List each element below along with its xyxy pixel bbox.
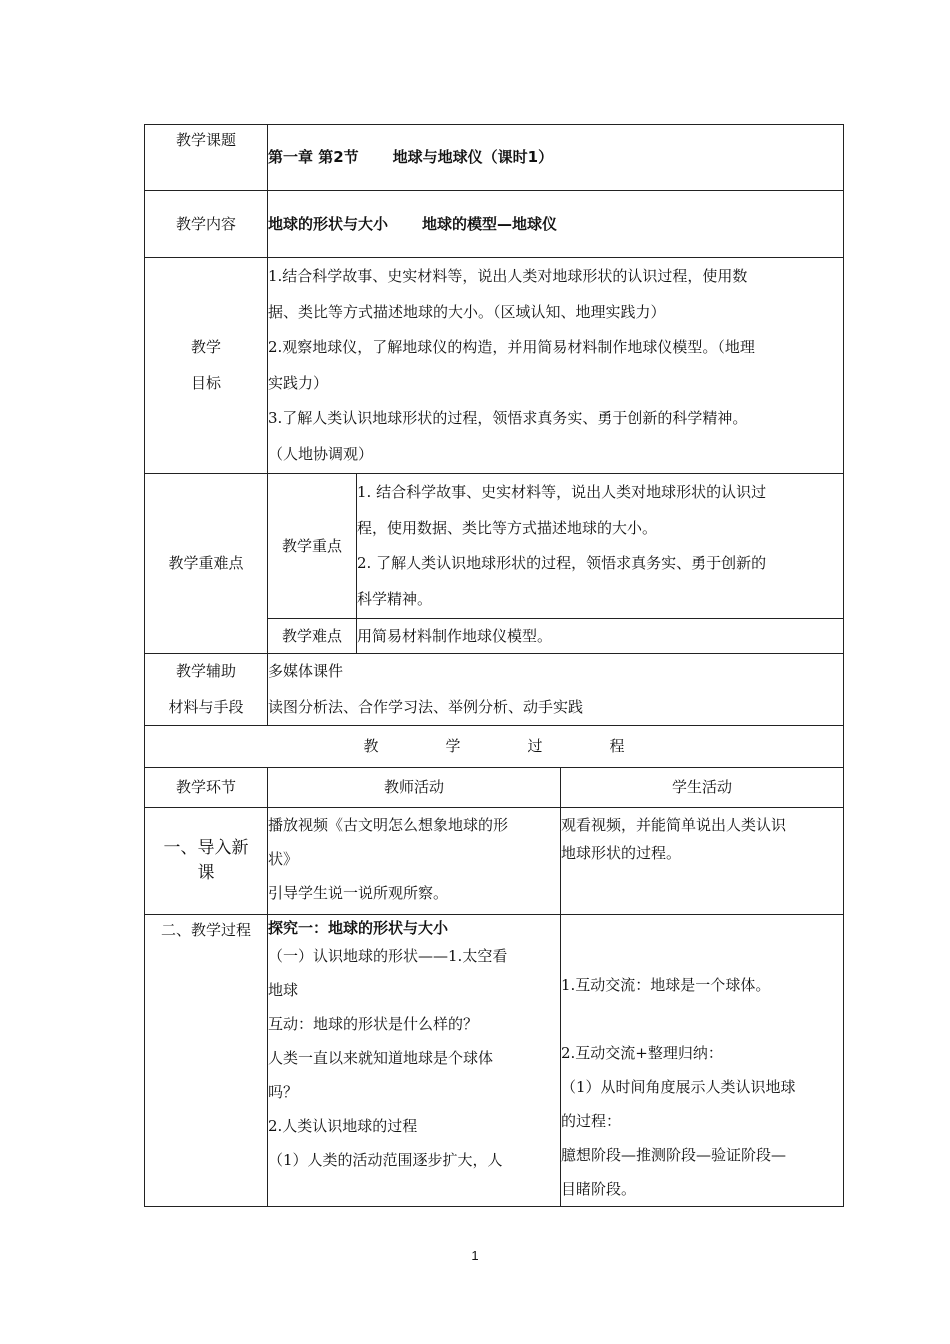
topic-text: 地球与地球仪（课时1） <box>392 148 554 166</box>
focus-line: 科学精神。 <box>357 589 433 608</box>
goal-line: （人地协调观） <box>268 444 374 463</box>
teacher-line: 人类一直以来就知道地球是个球体 <box>268 1049 494 1067</box>
teacher-line: 地球 <box>268 981 299 999</box>
row-key-focus <box>145 474 844 619</box>
teacher-line: （一）认识地球的形状——1.太空看 <box>268 947 508 965</box>
student-header: 学生活动 <box>561 768 844 808</box>
difficulty-text: 用简易材料制作地球仪模型。 <box>357 619 844 654</box>
content-part-2: 地球的模型—地球仪 <box>422 214 558 233</box>
student-line: 的过程： <box>561 1112 622 1130</box>
banner-char: 教 <box>363 737 379 755</box>
focus-line: 2. 了解人类认识地球形状的过程，领悟求真务实、勇于创新的 <box>357 554 767 572</box>
stage-process-teacher <box>268 915 561 1207</box>
goals-label-line-2: 目标 <box>190 373 221 392</box>
teacher-line: 播放视频《古文明怎么想象地球的形 <box>268 816 509 834</box>
stage-intro-label-line-1: 一、导入新 <box>163 838 249 858</box>
teacher-line: 2.人类认识地球的过程 <box>268 1117 418 1135</box>
focus-text-cell <box>357 474 844 619</box>
stage-intro-teacher <box>268 808 561 915</box>
row-goals <box>145 258 844 474</box>
student-line <box>561 1002 843 1036</box>
aids-text-cell <box>268 654 844 726</box>
teacher-line: 状》 <box>268 850 299 868</box>
lesson-content-label: 教学内容 <box>145 191 268 258</box>
lesson-content-cell <box>268 191 844 258</box>
row-aids <box>145 654 844 726</box>
lesson-title-cell <box>268 125 844 191</box>
stage-process-label: 二、教学过程 <box>145 915 268 1207</box>
goal-line: 3.了解人类认识地球形状的过程，领悟求真务实、勇于创新的科学精神。 <box>268 409 748 427</box>
aids-line-1: 多媒体课件 <box>268 662 344 680</box>
aids-label-line-2: 材料与手段 <box>168 697 244 716</box>
student-line: 1.互动交流：地球是一个球体。 <box>561 976 771 994</box>
aids-label-line-1: 教学辅助 <box>175 662 236 680</box>
teacher-line: （1）人类的活动范围逐步扩大，人 <box>268 1151 503 1169</box>
goal-line: 1.结合科学故事、史实材料等，说出人类对地球形状的认识过程，使用数 <box>268 267 748 285</box>
student-line: 观看视频，并能简单说出人类认识 <box>561 816 787 834</box>
stage-process-student <box>561 915 844 1207</box>
process-banner <box>145 726 844 768</box>
student-line: 地球形状的过程。 <box>561 844 682 862</box>
goals-label-line-1: 教学 <box>190 338 221 356</box>
row-stage-intro <box>145 808 844 915</box>
focus-line: 1. 结合科学故事、史实材料等，说出人类对地球形状的认识过 <box>357 483 767 501</box>
student-line <box>561 934 843 968</box>
chapter-text: 第一章 第2节 <box>268 148 359 166</box>
key-points-label: 教学重难点 <box>145 474 268 654</box>
goal-line: 实践力） <box>268 373 329 392</box>
goals-label <box>145 258 268 474</box>
stage-intro-student <box>561 808 844 915</box>
difficulty-label: 教学难点 <box>268 619 357 654</box>
goal-line: 据、类比等方式描述地球的大小。（区域认知、地理实践力） <box>268 302 666 321</box>
lesson-plan-table <box>144 124 844 1207</box>
row-process-header <box>145 768 844 808</box>
student-line: （1）从时间角度展示人类认识地球 <box>561 1078 796 1096</box>
focus-label: 教学重点 <box>268 474 357 619</box>
student-line: 2.互动交流+整理归纳： <box>561 1044 723 1062</box>
aids-label <box>145 654 268 726</box>
stage-intro-label <box>145 808 268 915</box>
banner-char: 学 <box>445 737 461 755</box>
stage-header: 教学环节 <box>145 768 268 808</box>
row-stage-process <box>145 915 844 1207</box>
page-number: 1 <box>471 1248 479 1263</box>
goal-line: 2.观察地球仪，了解地球仪的构造，并用简易材料制作地球仪模型。（地理 <box>268 338 755 356</box>
banner-char: 过 <box>527 737 543 755</box>
stage-intro-label-line-2: 课 <box>197 863 215 883</box>
teacher-line: 互动：地球的形状是什么样的？ <box>268 1015 479 1033</box>
goals-text-cell <box>268 258 844 474</box>
lesson-title-label: 教学课题 <box>145 125 268 191</box>
teacher-line: 引导学生说一说所观所察。 <box>268 884 449 902</box>
row-lesson-title <box>145 125 844 191</box>
teacher-heading: 探究一：地球的形状与大小 <box>268 919 449 937</box>
teacher-line: 吗？ <box>268 1083 299 1101</box>
student-line: 臆想阶段—推测阶段—验证阶段— <box>561 1146 787 1164</box>
row-process-banner <box>145 726 844 768</box>
row-lesson-content <box>145 191 844 258</box>
focus-line: 程，使用数据、类比等方式描述地球的大小。 <box>357 518 658 537</box>
content-part-1: 地球的形状与大小 <box>268 214 389 233</box>
student-line: 目睹阶段。 <box>561 1180 637 1198</box>
teacher-header: 教师活动 <box>268 768 561 808</box>
aids-line-2: 读图分析法、合作学习法、举例分析、动手实践 <box>268 697 584 716</box>
banner-char: 程 <box>609 737 625 755</box>
